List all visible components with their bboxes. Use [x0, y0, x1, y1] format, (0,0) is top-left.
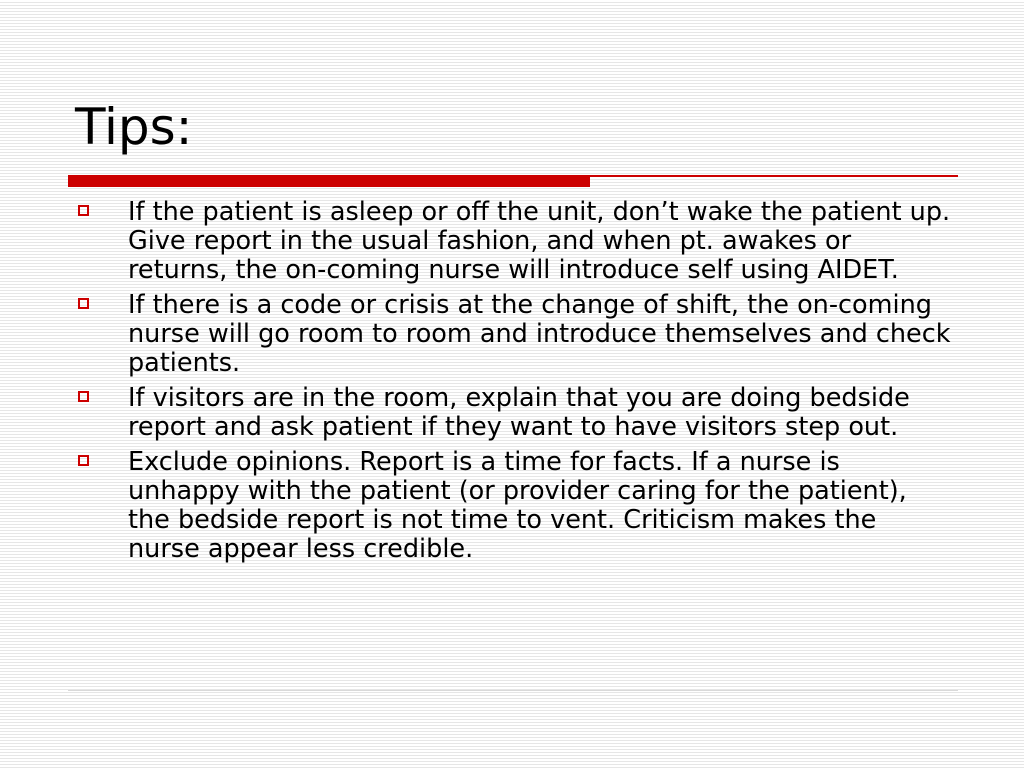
title-underline-thin: [590, 175, 958, 177]
hollow-square-icon: [78, 298, 89, 309]
bullet-text: Exclude opinions. Report is a time for facts. If a nurse is unhappy with the patient (or provider caring for the patient), the bedside report is not time to vent. Criticism makes the nurse appear less credible.: [128, 447, 907, 564]
title-underline-accent: [68, 175, 590, 187]
title-underline: [68, 175, 958, 187]
bullet-list: [75, 198, 955, 570]
footer-divider: [68, 690, 958, 691]
hollow-square-icon: [78, 455, 89, 466]
bullet-text: If visitors are in the room, explain that you are doing bedside report and ask patient if they want to have visitors step out.: [128, 383, 910, 442]
bullet-item: [75, 384, 955, 442]
bullet-item: [75, 198, 955, 285]
slide-title: Tips:: [75, 98, 193, 156]
bullet-item: [75, 448, 955, 564]
hollow-square-icon: [78, 391, 89, 402]
bullet-text: If there is a code or crisis at the change of shift, the on-coming nurse will go room to room and introduce themselves and check patients.: [128, 290, 951, 378]
bullet-text: If the patient is asleep or off the unit, don’t wake the patient up. Give report in the usual fashion, and when pt. awakes or returns, the on-coming nurse will introduce self using AIDET.: [128, 197, 951, 285]
bullet-item: [75, 291, 955, 378]
hollow-square-icon: [78, 205, 89, 216]
